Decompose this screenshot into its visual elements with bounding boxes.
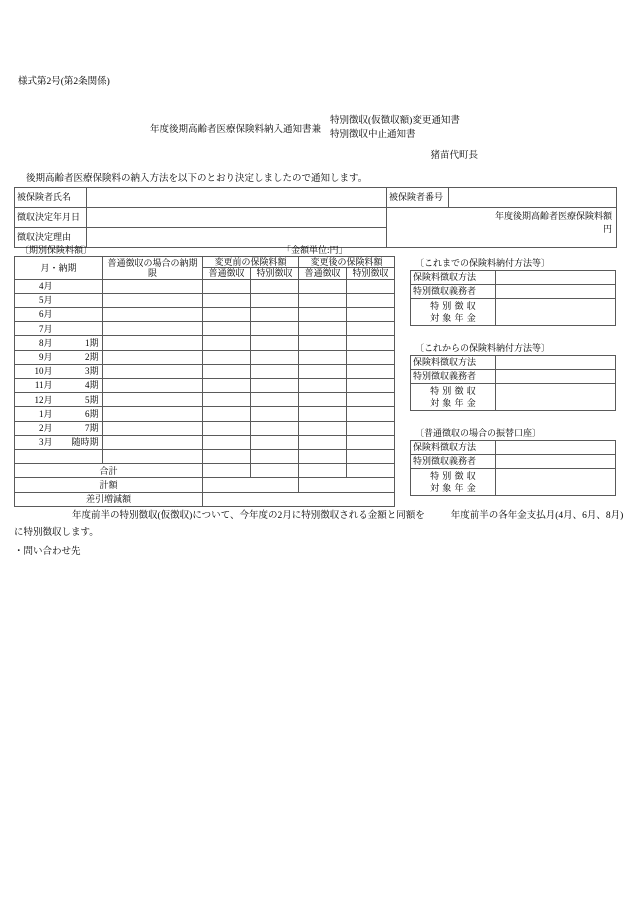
- month-label: 1月: [38, 408, 53, 419]
- subtotal-label: 計額: [15, 478, 203, 492]
- period-premium-caption: 〔期別保険料額〕: [20, 245, 93, 255]
- before-special-cell[interactable]: [251, 308, 299, 322]
- due-date-cell[interactable]: [103, 293, 203, 307]
- due-date-cell[interactable]: [103, 407, 203, 421]
- difference-value-cell[interactable]: [203, 492, 395, 506]
- month-term-cell: [15, 421, 103, 435]
- header-due-date: 普通徴収の場合の納期限: [103, 257, 203, 280]
- table-row: [411, 271, 616, 285]
- month-label: 2月: [38, 422, 53, 433]
- previous-payment-method-table: [410, 270, 616, 326]
- special-collector-field[interactable]: [496, 455, 616, 469]
- table-row: [15, 379, 395, 393]
- before-ordinary-cell[interactable]: [203, 293, 251, 307]
- insured-name-label: 被保険者氏名: [15, 188, 87, 208]
- header-month-term: 月・納期: [15, 257, 103, 280]
- table-row: [411, 370, 616, 384]
- premium-amount-unit: 円: [602, 224, 612, 234]
- total-before-ordinary-cell[interactable]: [203, 464, 251, 478]
- decision-reason-label: 徴収決定理由: [15, 228, 87, 248]
- after-ordinary-cell[interactable]: [299, 308, 347, 322]
- target-pension-field[interactable]: [496, 384, 616, 411]
- collection-method-label: 保険料徴収方法: [411, 356, 496, 370]
- after-ordinary-cell[interactable]: [299, 449, 347, 463]
- period-premium-table: [14, 256, 395, 507]
- before-special-cell[interactable]: [251, 449, 299, 463]
- month-term-cell: [15, 322, 103, 336]
- table-row: [15, 421, 395, 435]
- after-special-cell[interactable]: [347, 293, 395, 307]
- month-term-cell: [15, 379, 103, 393]
- before-special-cell[interactable]: [251, 435, 299, 449]
- month-label: 10月: [34, 366, 53, 377]
- before-special-cell[interactable]: [251, 336, 299, 350]
- month-label: 7月: [38, 323, 53, 334]
- after-special-cell[interactable]: [347, 393, 395, 407]
- special-collector-field[interactable]: [496, 370, 616, 384]
- before-ordinary-cell[interactable]: [203, 393, 251, 407]
- issuer-name: 猪苗代町長: [430, 151, 478, 161]
- term-label: 随時期: [71, 437, 99, 448]
- insured-number-label: 被保険者番号: [387, 188, 449, 208]
- header-before-ordinary: 普通徴収: [203, 268, 251, 279]
- month-label: 3月: [38, 437, 53, 448]
- due-date-cell[interactable]: [103, 435, 203, 449]
- previous-payment-method-caption: 〔これまでの保険料納付方法等〕: [415, 258, 551, 268]
- term-label: 5期: [84, 394, 99, 405]
- after-ordinary-cell[interactable]: [299, 336, 347, 350]
- header-after-special: 特別徴収: [347, 268, 395, 279]
- before-special-cell[interactable]: [251, 379, 299, 393]
- month-term-cell: [15, 350, 103, 364]
- before-special-cell[interactable]: [251, 279, 299, 293]
- table-row: [411, 356, 616, 370]
- target-pension-label-line2: 対象年金: [430, 398, 479, 408]
- title-right-line2: 特別徴収中止通知書: [330, 129, 416, 140]
- due-date-cell[interactable]: [103, 364, 203, 378]
- due-date-cell[interactable]: [103, 322, 203, 336]
- difference-label: 差引増減額: [15, 492, 203, 506]
- term-label: 7期: [84, 422, 99, 433]
- table-row: [15, 449, 395, 463]
- before-ordinary-cell[interactable]: [203, 322, 251, 336]
- table-row: [15, 435, 395, 449]
- target-pension-label-line1: 特別徴収: [430, 301, 479, 311]
- subtotal-after-cell[interactable]: [299, 478, 395, 492]
- after-special-cell[interactable]: [347, 350, 395, 364]
- table-row: [411, 285, 616, 299]
- future-payment-method-table: [410, 355, 616, 411]
- after-special-cell[interactable]: [347, 308, 395, 322]
- after-special-cell[interactable]: [347, 421, 395, 435]
- transfer-account-caption: 〔普通徴収の場合の振替口座〕: [415, 428, 542, 438]
- footer-note-part1: 年度前半の特別徴収(仮徴収)について、今年度の2月に特別徴収される金額と同額を: [72, 511, 425, 521]
- target-pension-label-line2: 対象年金: [430, 313, 479, 323]
- target-pension-label-line1: 特別徴収: [430, 471, 479, 481]
- after-special-cell[interactable]: [347, 407, 395, 421]
- before-special-cell[interactable]: [251, 364, 299, 378]
- term-label: 1期: [84, 337, 99, 348]
- table-header-row-top: [15, 257, 395, 268]
- footer-note-part2: 年度前半の各年金支払月(4月、6月、8月)に特別徴収します。: [14, 511, 624, 538]
- table-row: [15, 407, 395, 421]
- after-special-cell[interactable]: [347, 435, 395, 449]
- table-row-total: [15, 464, 395, 478]
- form-number: 様式第2号(第2条関係): [18, 77, 110, 87]
- footer-note: [14, 508, 626, 542]
- due-date-cell[interactable]: [103, 308, 203, 322]
- table-row: [15, 393, 395, 407]
- previous-payment-method-box: [410, 256, 616, 326]
- before-special-cell[interactable]: [251, 407, 299, 421]
- after-ordinary-cell[interactable]: [299, 350, 347, 364]
- table-row-insured-name: [15, 188, 617, 208]
- table-row: [15, 308, 395, 322]
- after-ordinary-cell[interactable]: [299, 393, 347, 407]
- due-date-cell[interactable]: [103, 379, 203, 393]
- before-ordinary-cell[interactable]: [203, 350, 251, 364]
- premium-amount-cell[interactable]: [387, 208, 617, 248]
- due-date-cell[interactable]: [103, 393, 203, 407]
- table-row: [15, 279, 395, 293]
- due-date-cell[interactable]: [103, 449, 203, 463]
- after-special-cell[interactable]: [347, 364, 395, 378]
- special-collector-field[interactable]: [496, 285, 616, 299]
- after-ordinary-cell[interactable]: [299, 435, 347, 449]
- after-special-cell[interactable]: [347, 449, 395, 463]
- collection-method-field[interactable]: [496, 441, 616, 455]
- before-special-cell[interactable]: [251, 393, 299, 407]
- month-term-cell: [15, 393, 103, 407]
- due-date-cell[interactable]: [103, 336, 203, 350]
- month-term-cell: [15, 364, 103, 378]
- collection-method-field[interactable]: [496, 271, 616, 285]
- due-date-cell[interactable]: [103, 421, 203, 435]
- before-ordinary-cell[interactable]: [203, 421, 251, 435]
- transfer-account-table: [410, 440, 616, 496]
- special-collector-label: 特別徴収義務者: [411, 285, 496, 299]
- before-ordinary-cell[interactable]: [203, 449, 251, 463]
- after-special-cell[interactable]: [347, 336, 395, 350]
- term-label: 3期: [84, 366, 99, 377]
- target-pension-label-line1: 特別徴収: [430, 386, 479, 396]
- table-row: [15, 350, 395, 364]
- header-before-special: 特別徴収: [251, 268, 299, 279]
- after-special-cell[interactable]: [347, 279, 395, 293]
- month-label: 8月: [38, 337, 53, 348]
- month-label: 12月: [34, 394, 53, 405]
- month-label: 5月: [38, 295, 53, 306]
- after-ordinary-cell[interactable]: [299, 379, 347, 393]
- collection-method-label: 保険料徴収方法: [411, 441, 496, 455]
- month-term-cell: [15, 407, 103, 421]
- before-special-cell[interactable]: [251, 293, 299, 307]
- before-ordinary-cell[interactable]: [203, 435, 251, 449]
- subtotal-before-cell[interactable]: [203, 478, 299, 492]
- month-term-cell: [15, 293, 103, 307]
- after-ordinary-cell[interactable]: [299, 421, 347, 435]
- insured-number-field[interactable]: [449, 188, 617, 208]
- contact-label: ・問い合わせ先: [14, 547, 81, 557]
- term-label: 2期: [84, 352, 99, 363]
- table-row: [411, 384, 616, 411]
- table-row: [411, 455, 616, 469]
- table-row-decision-date: [15, 208, 617, 228]
- before-ordinary-cell[interactable]: [203, 364, 251, 378]
- amount-unit-caption: 「金額単位:円」: [282, 245, 348, 255]
- decision-date-label: 徴収決定年月日: [15, 208, 87, 228]
- table-row: [411, 299, 616, 326]
- table-row: [15, 364, 395, 378]
- month-label: 11月: [34, 380, 53, 391]
- table-row: [411, 469, 616, 496]
- term-label: 6期: [84, 408, 99, 419]
- header-after-change: 変更後の保険料額: [299, 257, 395, 268]
- due-date-cell[interactable]: [103, 279, 203, 293]
- before-special-cell[interactable]: [251, 421, 299, 435]
- after-ordinary-cell[interactable]: [299, 293, 347, 307]
- month-label: 6月: [38, 309, 53, 320]
- title-right-block: [330, 115, 460, 142]
- after-special-cell[interactable]: [347, 322, 395, 336]
- future-payment-method-caption: 〔これからの保険料納付方法等〕: [415, 343, 551, 353]
- term-label: 4期: [84, 380, 99, 391]
- collection-method-field[interactable]: [496, 356, 616, 370]
- total-after-ordinary-cell[interactable]: [299, 464, 347, 478]
- decision-date-field[interactable]: [87, 208, 387, 228]
- due-date-cell[interactable]: [103, 350, 203, 364]
- month-term-cell: [15, 279, 103, 293]
- total-label: 合計: [15, 464, 203, 478]
- month-label: 9月: [38, 352, 53, 363]
- special-collector-label: 特別徴収義務者: [411, 370, 496, 384]
- month-term-cell: [15, 449, 103, 463]
- premium-amount-label: 年度後期高齢者医療保険料額: [494, 211, 612, 221]
- table-row: [15, 322, 395, 336]
- target-pension-label: [411, 384, 496, 411]
- table-row-difference: [15, 492, 395, 506]
- target-pension-field[interactable]: [496, 469, 616, 496]
- special-collector-label: 特別徴収義務者: [411, 455, 496, 469]
- total-before-special-cell[interactable]: [251, 464, 299, 478]
- collection-method-label: 保険料徴収方法: [411, 271, 496, 285]
- before-ordinary-cell[interactable]: [203, 308, 251, 322]
- before-ordinary-cell[interactable]: [203, 336, 251, 350]
- insured-name-field[interactable]: [87, 188, 387, 208]
- before-special-cell[interactable]: [251, 322, 299, 336]
- lead-sentence: 後期高齢者医療保険料の納入方法を以下のとおり決定しましたので通知します。: [26, 174, 368, 184]
- target-pension-label-line2: 対象年金: [430, 483, 479, 493]
- before-ordinary-cell[interactable]: [203, 279, 251, 293]
- before-ordinary-cell[interactable]: [203, 407, 251, 421]
- table-row: [411, 441, 616, 455]
- header-after-ordinary: 普通徴収: [299, 268, 347, 279]
- after-ordinary-cell[interactable]: [299, 322, 347, 336]
- target-pension-field[interactable]: [496, 299, 616, 326]
- month-term-cell: [15, 336, 103, 350]
- after-special-cell[interactable]: [347, 379, 395, 393]
- transfer-account-box: [410, 426, 616, 496]
- insured-info-table: [14, 187, 617, 248]
- before-ordinary-cell[interactable]: [203, 379, 251, 393]
- table-row: [15, 293, 395, 307]
- month-label: 4月: [38, 281, 53, 292]
- title-right-line1: 特別徴収(仮徴収額)変更通知書: [330, 116, 460, 126]
- month-term-cell: [15, 308, 103, 322]
- table-row-subtotal: [15, 478, 395, 492]
- table-row: [15, 336, 395, 350]
- total-after-special-cell[interactable]: [347, 464, 395, 478]
- month-term-cell: [15, 435, 103, 449]
- document-title: [150, 115, 590, 142]
- after-ordinary-cell[interactable]: [299, 279, 347, 293]
- before-special-cell[interactable]: [251, 350, 299, 364]
- header-before-change: 変更前の保険料額: [203, 257, 299, 268]
- title-left-text: 年度後期高齢者医療保険料納入通知書兼: [150, 125, 322, 135]
- future-payment-method-box: [410, 341, 616, 411]
- target-pension-label: [411, 299, 496, 326]
- target-pension-label: [411, 469, 496, 496]
- after-ordinary-cell[interactable]: [299, 407, 347, 421]
- after-ordinary-cell[interactable]: [299, 364, 347, 378]
